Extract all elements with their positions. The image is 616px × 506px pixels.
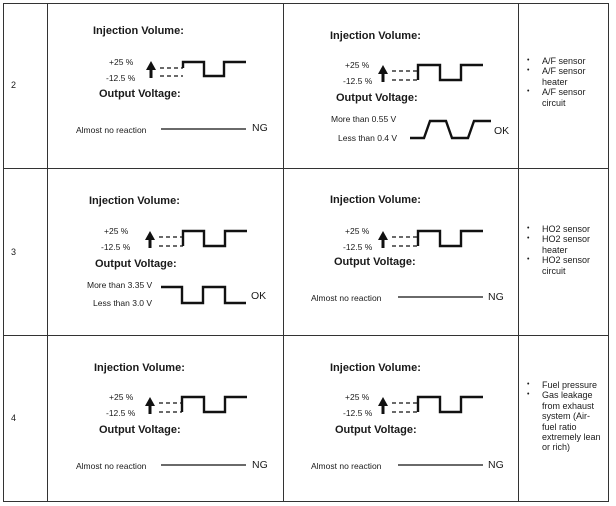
injection-minus-label: -12.5 % bbox=[106, 408, 136, 418]
output-label: Almost no reaction bbox=[311, 293, 382, 303]
injection-volume-heading: Injection Volume: bbox=[93, 25, 184, 37]
output-voltage-heading: Output Voltage: bbox=[336, 92, 418, 104]
row-number: 4 bbox=[11, 413, 17, 423]
output-label: Almost no reaction bbox=[76, 461, 147, 471]
cause-item: • A/F sensor circuit bbox=[522, 87, 602, 108]
injection-volume-heading: Injection Volume: bbox=[330, 362, 421, 374]
row-number: 3 bbox=[11, 247, 17, 257]
injection-volume-heading: Injection Volume: bbox=[94, 362, 185, 374]
column-divider bbox=[47, 4, 48, 501]
row-divider bbox=[4, 168, 608, 169]
cause-item: • HO2 sensor heater bbox=[522, 234, 602, 255]
output-voltage-heading: Output Voltage: bbox=[95, 258, 177, 270]
injection-plus-label: +25 % bbox=[109, 392, 134, 402]
output-high-label: More than 3.35 V bbox=[87, 280, 153, 290]
row-divider bbox=[4, 335, 608, 336]
injection-volume-heading: Injection Volume: bbox=[330, 30, 421, 42]
result-ng: NG bbox=[252, 122, 268, 134]
output-label: Almost no reaction bbox=[311, 461, 382, 471]
injection-minus-label: -12.5 % bbox=[343, 242, 373, 252]
cause-list bbox=[522, 56, 602, 108]
cause-item: • Gas leakage from exhaust system (Air-fuel ratio extremely lean or rich) bbox=[522, 390, 602, 452]
injection-volume-heading: Injection Volume: bbox=[330, 194, 421, 206]
cause-item: • HO2 sensor bbox=[522, 224, 602, 234]
result-ng: NG bbox=[252, 459, 268, 471]
injection-plus-label: +25 % bbox=[104, 226, 129, 236]
injection-plus-label: +25 % bbox=[345, 60, 370, 70]
column-divider bbox=[518, 4, 519, 501]
output-voltage-heading: Output Voltage: bbox=[335, 424, 417, 436]
result-ok: OK bbox=[494, 125, 510, 137]
result-ok: OK bbox=[251, 290, 267, 302]
output-low-label: Less than 3.0 V bbox=[93, 298, 153, 308]
output-voltage-heading: Output Voltage: bbox=[99, 424, 181, 436]
injection-plus-label: +25 % bbox=[345, 226, 370, 236]
injection-minus-label: -12.5 % bbox=[343, 76, 373, 86]
injection-minus-label: -12.5 % bbox=[101, 242, 131, 252]
injection-volume-heading: Injection Volume: bbox=[89, 195, 180, 207]
row-number: 2 bbox=[11, 80, 17, 90]
cause-list bbox=[522, 224, 602, 276]
output-label: Almost no reaction bbox=[76, 125, 147, 135]
output-high-label: More than 0.55 V bbox=[331, 114, 397, 124]
injection-minus-label: -12.5 % bbox=[106, 73, 136, 83]
cause-item: • A/F sensor heater bbox=[522, 66, 602, 87]
output-waveform-flat bbox=[0, 0, 1, 1]
inspection-table bbox=[3, 3, 609, 502]
injection-minus-label: -12.5 % bbox=[343, 408, 373, 418]
output-low-label: Less than 0.4 V bbox=[338, 133, 398, 143]
cause-item: • HO2 sensor circuit bbox=[522, 255, 602, 276]
output-voltage-heading: Output Voltage: bbox=[334, 256, 416, 268]
injection-plus-label: +25 % bbox=[345, 392, 370, 402]
result-ng: NG bbox=[488, 291, 504, 303]
cause-item: • Fuel pressure bbox=[522, 380, 602, 390]
column-divider bbox=[283, 4, 284, 501]
cause-item: • A/F sensor bbox=[522, 56, 602, 66]
result-ng: NG bbox=[488, 459, 504, 471]
injection-plus-label: +25 % bbox=[109, 57, 134, 67]
cause-list bbox=[522, 380, 602, 453]
output-voltage-heading: Output Voltage: bbox=[99, 88, 181, 100]
